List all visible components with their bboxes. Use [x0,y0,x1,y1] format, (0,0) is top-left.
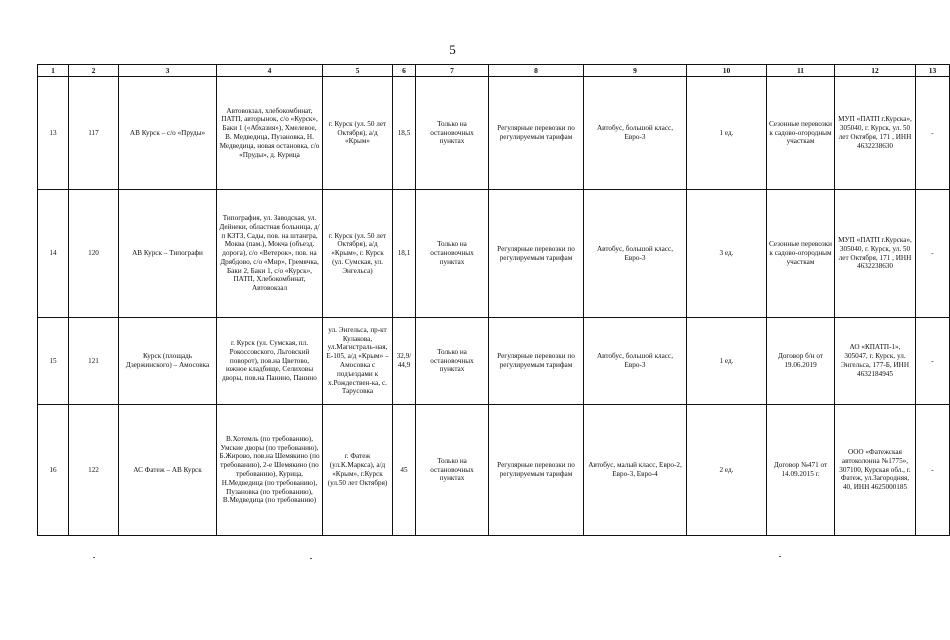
table-row [38,318,950,405]
route-stops: В.Хотемль (по требованию), Умские дворы (по требованию), Б.Жирово, пов.на Шемякино (по требованию), 2-е Шемякино (по требованию), Курица, Н.Медведица (по требованию), Пузановка (по требованию), В.Медведица (по требованию) [217,405,323,536]
route-name: АС Фатеж – АВ Курск [119,405,217,536]
page-number: 5 [449,42,456,57]
stop-order: Только на остановочных пунктах [416,405,489,536]
route-notes: Сезонные перевозки к садово-огородным участкам [767,77,835,190]
scan-speck [779,556,781,557]
tariff-type: Регулярные перевозки по регулируемым тарифам [489,77,584,190]
tariff-type: Регулярные перевозки по регулируемым тарифам [489,190,584,318]
route-streets: г. Курск (ул. 50 лет Октября), а/д «Крым» [323,77,393,190]
route-stops: Автовокзал, хлебокомбинат, ПАТП, авторынок, с/о «Курск», Баки 1 («Абхазия»), Хмелевое, В. Медведица, Пузановка, Н. Медведица, новая остановка, с/о «Пруды», д. Курица [217,77,323,190]
column-header: 3 [119,65,217,77]
vehicle-count: 1 ед. [687,318,767,405]
route-stops: Типография, ул. Заводская, ул. Дейнеки, областная больница, д/п КЗТЗ, Сады, пов. на штангра, Моква (пам.), Мокча (объезд. дорога), с/о «Ветерок», пов. на Дрябдово, с/о «Мир», Гремячка, Баки 2, Баки 1, с/о «Курск», ПАТП, Хлебокомбинат, Автовокзал [217,190,323,318]
column-header: 13 [916,65,950,77]
route-notes: Договор №471 от 14.09.2015 г. [767,405,835,536]
row-number: 13 [38,77,69,190]
column-header: 1 [38,65,69,77]
route-notes: Сезонные перевозки к садово-огородным участкам [767,190,835,318]
route-length: 32,9/ 44,9 [393,318,416,405]
column-header: 6 [393,65,416,77]
carrier-info: АО «КПАТП-1», 305047, г. Курск, ул. Энгельса, 177-Б, ИНН 4632184945 [835,318,916,405]
route-name: АВ Курск – Типографи [119,190,217,318]
tariff-type: Регулярные перевозки по регулируемым тарифам [489,405,584,536]
vehicle-class: Автобус, большой класс, Евро-3 [584,190,687,318]
scan-speck [310,558,312,559]
scan-speck [93,557,95,558]
row-number: 15 [38,318,69,405]
route-stops: г. Курск (ул. Сумская, пл. Рокоссовского, Льговский поворот), пов.на Цветово, южное кладбище, Селиховы дворы, пов.на Панино, Панино [217,318,323,405]
header-row [38,65,950,77]
row-number: 16 [38,405,69,536]
column-header: 11 [767,65,835,77]
vehicle-class: Автобус, малый класс, Евро-2, Евро-3, Евро-4 [584,405,687,536]
column-header: 2 [69,65,119,77]
carrier-info: МУП «ПАТП г.Курска», 305040, г. Курск, ул. 50 лет Октября, 171 , ИНН 4632238630 [835,77,916,190]
extra-cell: - [916,190,950,318]
stop-order: Только на остановочных пунктах [416,318,489,405]
route-number: 117 [69,77,119,190]
column-header: 5 [323,65,393,77]
extra-cell: - [916,405,950,536]
stop-order: Только на остановочных пунктах [416,190,489,318]
routes-table [37,64,950,536]
vehicle-class: Автобус, большой класс, Евро-3 [584,318,687,405]
route-number: 120 [69,190,119,318]
route-number: 122 [69,405,119,536]
table-row [38,190,950,318]
route-notes: Договор б/н от 19.06.2019 [767,318,835,405]
column-header: 10 [687,65,767,77]
route-number: 121 [69,318,119,405]
vehicle-count: 3 ед. [687,190,767,318]
row-number: 14 [38,190,69,318]
vehicle-count: 2 ед. [687,405,767,536]
carrier-info: МУП «ПАТП г.Курска», 305040, г. Курск, ул. 50 лет Октября, 171 , ИНН 4632238630 [835,190,916,318]
column-header: 8 [489,65,584,77]
route-streets: г. Фатеж (ул.К.Маркса), а/д «Крым», г.Курск (ул.50 лет Октября) [323,405,393,536]
extra-cell: - [916,318,950,405]
vehicle-count: 1 ед. [687,77,767,190]
column-header: 12 [835,65,916,77]
stop-order: Только на остановочных пунктах [416,77,489,190]
route-length: 18,1 [393,190,416,318]
route-length: 45 [393,405,416,536]
route-length: 18,5 [393,77,416,190]
table-row [38,77,950,190]
column-header: 9 [584,65,687,77]
vehicle-class: Автобус, большой класс, Евро-3 [584,77,687,190]
tariff-type: Регулярные перевозки по регулируемым тарифам [489,318,584,405]
table-row [38,405,950,536]
route-name: АВ Курск – с/о «Пруды» [119,77,217,190]
route-streets: ул. Энгельса, пр-кт Кулакова, ул.Магистраль-ная, Е-105, а/д «Крым» – Амосовка с подъездами к х.Рождествен-ка, с. Тарусовка [323,318,393,405]
carrier-info: ООО «Фатежская автоколонна №1775», 307100, Курская обл., г. Фатеж, ул.Загородняя, 40, ИНН 4625000185 [835,405,916,536]
extra-cell: - [916,77,950,190]
column-header: 4 [217,65,323,77]
route-name: Курск (площадь Дзержинского) – Амосовка [119,318,217,405]
column-header: 7 [416,65,489,77]
route-streets: г. Курск (ул. 50 лет Октября), а/д «Крым», г. Курск (ул. Сумская, ул. Энгельса) [323,190,393,318]
